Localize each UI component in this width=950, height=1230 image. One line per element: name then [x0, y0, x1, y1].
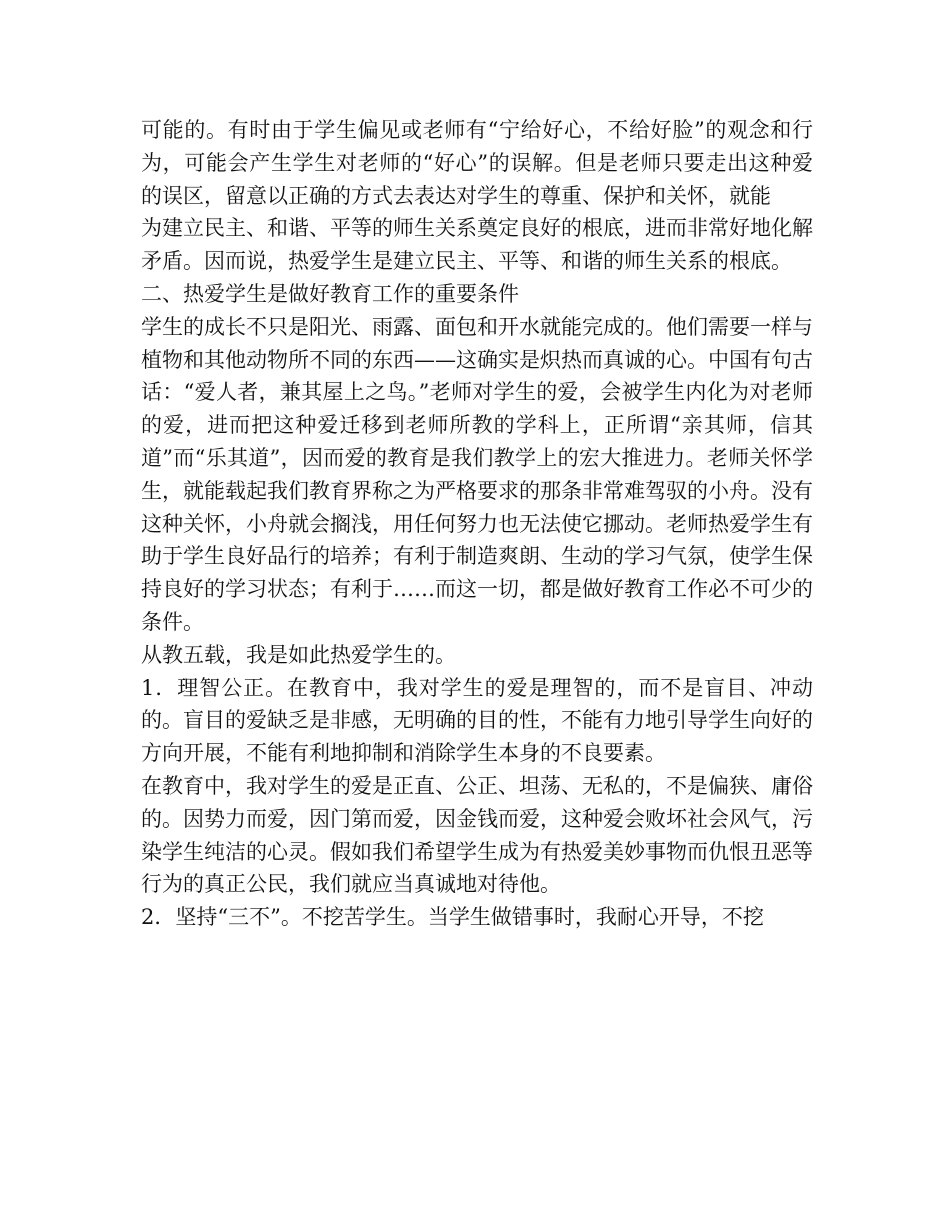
paragraph-5: 1．理智公正。在教育中，我对学生的爱是理智的，而不是盲目、冲动的。盲目的爱缺乏是非感，无明确的目的性，不能有力地引导学生向好的方向开展，不能有利地抑制和消除学生本身的不良要素。: [141, 675, 813, 766]
paragraph-4: 从教五载，我是如此热爱学生的。: [141, 642, 456, 667]
paragraph-6: 在教育中，我对学生的爱是正直、公正、坦荡、无私的，不是偏狭、庸俗的。因势力而爱，因门第而爱，因金钱而爱，这种爱会败坏社会风气，污染学生纯洁的心灵。假如我们希望学生成为有热爱美妙事物而仇恨丑恶等行为的真正公民，我们就应当真诚地对待他。: [141, 773, 813, 897]
document-body: [141, 114, 813, 934]
paragraph-3: 学生的成长不只是阳光、雨露、面包和开水就能完成的。他们需要一样与植物和其他动物所不同的东西——这确实是炽热而真诚的心。中国有句古话：“爱人者，兼其屋上之鸟。”老师对学生的爱，会被学生内化为对老师的爱，进而把这种爱迁移到老师所教的学科上，正所谓“亲其师，信其道”而“乐其道”，因而爱的教育是我们教学上的宏大推进力。老师关怀学生，就能载起我们教育界称之为严格要求的那条非常难驾驭的小舟。没有这种关怀，小舟就会搁浅，用任何努力也无法使它挪动。老师热爱学生有助于学生良好品行的培养；有利于制造爽朗、生动的学习气氛，使学生保持良好的学习状态；有利于……而这一切，都是做好教育工作必不可少的条件。: [141, 314, 813, 634]
paragraph-2: 为建立民主、和谐、平等的师生关系奠定良好的根底，进而非常好地化解矛盾。因而说，热爱学生是建立民主、平等、和谐的师生关系的根底。: [141, 216, 813, 274]
section-heading: 二、热爱学生是做好教育工作的重要条件: [141, 281, 519, 306]
paragraph-1: 可能的。有时由于学生偏见或老师有“宁给好心，不给好脸”的观念和行为，可能会产生学生对老师的“好心”的误解。但是老师只要走出这种爱的误区，留意以正确的方式去表达对学生的尊重、保护和关怀，就能: [141, 118, 813, 208]
paragraph-7: 2．坚持“三不”。不挖苦学生。当学生做错事时，我耐心开导，不挖: [141, 905, 764, 930]
